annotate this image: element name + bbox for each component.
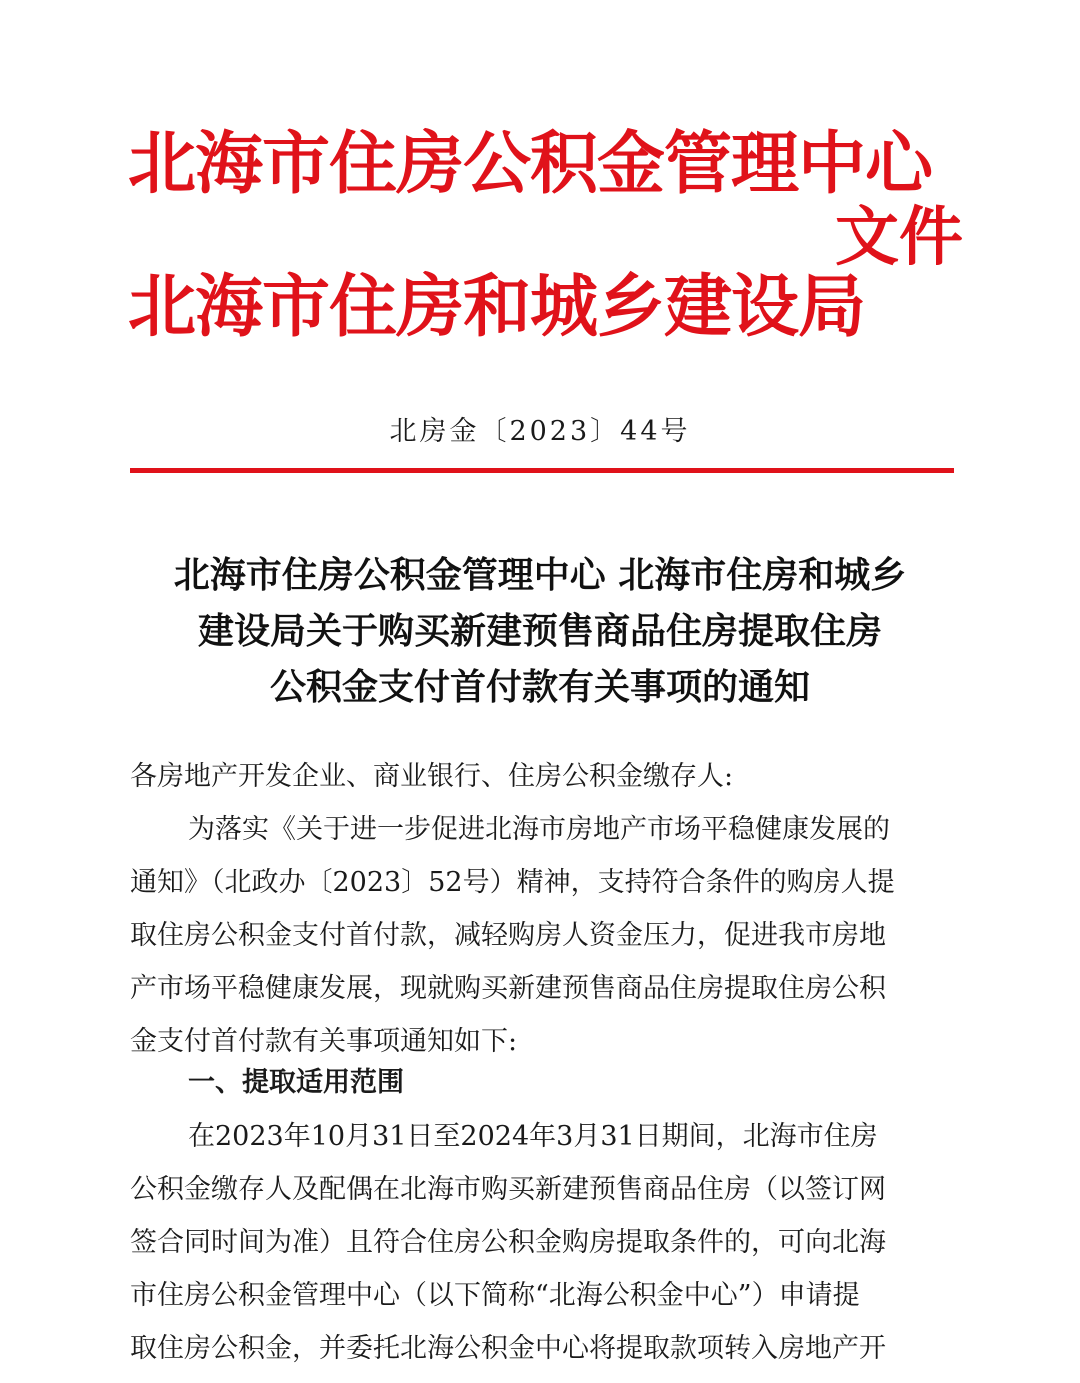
issuing-org-2: 北海市住房和城乡建设局 xyxy=(128,268,866,347)
section-1-line: 在2023年10月31日至2024年3月31日期间，北海市住房 xyxy=(188,1121,878,1152)
intro-line: 产市场平稳健康发展，现就购买新建预售商品住房提取住房公积 xyxy=(130,973,886,1004)
intro-line: 取住房公积金支付首付款，减轻购房人资金压力，促进我市房地 xyxy=(130,920,886,951)
section-1-heading: 一、提取适用范围 xyxy=(188,1067,404,1098)
intro-line: 金支付首付款有关事项通知如下: xyxy=(130,1026,518,1057)
document-type: 文件 xyxy=(835,201,963,275)
section-1-line: 取住房公积金，并委托北海公积金中心将提取款项转入房地产开 xyxy=(130,1333,886,1364)
intro-line: 通知》（北政办〔2023〕52号）精神，支持符合条件的购房人提 xyxy=(130,867,895,898)
intro-line: 为落实《关于进一步促进北海市房地产市场平稳健康发展的 xyxy=(188,814,890,845)
section-1-line: 签合同时间为准）且符合住房公积金购房提取条件的，可向北海 xyxy=(130,1227,886,1258)
title-line: 北海市住房公积金管理中心 北海市住房和城乡 xyxy=(173,555,907,596)
issuing-org-1: 北海市住房公积金管理中心 xyxy=(128,125,933,204)
title-line: 建设局关于购买新建预售商品住房提取住房 xyxy=(197,611,882,652)
section-1-line: 公积金缴存人及配偶在北海市购买新建预售商品住房（以签订网 xyxy=(130,1174,886,1205)
section-1-line: 市住房公积金管理中心（以下简称“北海公积金中心”）申请提 xyxy=(130,1280,860,1311)
intro-paragraph xyxy=(130,803,960,1068)
document-title xyxy=(100,548,980,716)
section-1-body xyxy=(130,1110,960,1375)
salutation-text: 各房地产开发企业、商业银行、住房公积金缴存人: xyxy=(130,761,734,792)
document-number: 北房金〔2023〕44号 xyxy=(389,416,691,447)
title-line: 公积金支付首付款有关事项的通知 xyxy=(269,667,810,708)
salutation xyxy=(130,750,960,803)
red-divider xyxy=(130,468,954,473)
